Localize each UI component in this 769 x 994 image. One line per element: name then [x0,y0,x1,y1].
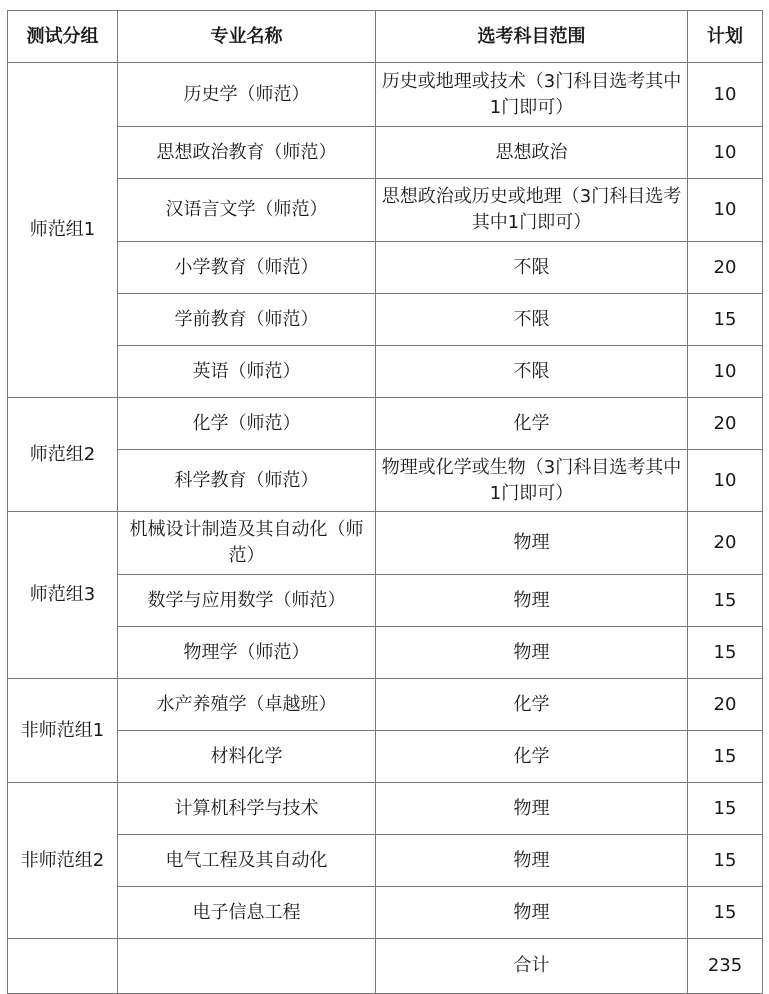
table-row [8,179,763,242]
plan-count: 15 [688,627,763,679]
table-row [8,512,763,575]
major-name: 物理学（师范） [118,627,376,679]
major-name: 历史学（师范） [118,63,376,127]
plan-count: 15 [688,835,763,887]
subject-range: 不限 [376,294,688,346]
plan-count: 10 [688,127,763,179]
enrollment-plan-table [7,10,763,994]
major-name: 计算机科学与技术 [118,783,376,835]
major-name: 化学（师范） [118,398,376,450]
total-empty-cell [118,939,376,994]
plan-count: 20 [688,398,763,450]
subject-range: 物理 [376,575,688,627]
group-name: 师范组3 [8,512,118,679]
header-row [8,11,763,63]
plan-count: 15 [688,731,763,783]
plan-count: 10 [688,63,763,127]
subject-range: 物理 [376,887,688,939]
table-row [8,835,763,887]
subject-range: 物理 [376,783,688,835]
group-name: 师范组2 [8,398,118,512]
subject-range: 历史或地理或技术（3门科目选考其中1门即可） [376,63,688,127]
plan-count: 10 [688,346,763,398]
table-row [8,294,763,346]
plan-count: 20 [688,242,763,294]
major-name: 学前教育（师范） [118,294,376,346]
header-subjects: 选考科目范围 [376,11,688,63]
major-name: 数学与应用数学（师范） [118,575,376,627]
plan-count: 10 [688,179,763,242]
group-name: 师范组1 [8,63,118,398]
plan-count: 10 [688,450,763,512]
subject-range: 不限 [376,346,688,398]
major-name: 思想政治教育（师范） [118,127,376,179]
group-name: 非师范组2 [8,783,118,939]
total-plan: 235 [688,939,763,994]
total-label: 合计 [376,939,688,994]
subject-range: 物理 [376,512,688,575]
subject-range: 思想政治 [376,127,688,179]
header-group: 测试分组 [8,11,118,63]
subject-range: 化学 [376,731,688,783]
subject-range: 化学 [376,398,688,450]
major-name: 水产养殖学（卓越班） [118,679,376,731]
plan-count: 15 [688,575,763,627]
header-plan: 计划 [688,11,763,63]
total-row [8,939,763,994]
table-row [8,242,763,294]
group-name: 非师范组1 [8,679,118,783]
major-name: 汉语言文学（师范） [118,179,376,242]
major-name: 机械设计制造及其自动化（师范） [118,512,376,575]
major-name: 电子信息工程 [118,887,376,939]
subject-range: 思想政治或历史或地理（3门科目选考其中1门即可） [376,179,688,242]
major-name: 材料化学 [118,731,376,783]
header-major: 专业名称 [118,11,376,63]
subject-range: 物理或化学或生物（3门科目选考其中1门即可） [376,450,688,512]
table-row [8,679,763,731]
plan-count: 20 [688,512,763,575]
subject-range: 物理 [376,835,688,887]
major-name: 英语（师范） [118,346,376,398]
table-row [8,63,763,127]
plan-count: 15 [688,887,763,939]
plan-count: 15 [688,294,763,346]
table-row [8,575,763,627]
subject-range: 不限 [376,242,688,294]
major-name: 科学教育（师范） [118,450,376,512]
major-name: 小学教育（师范） [118,242,376,294]
table-row [8,783,763,835]
plan-count: 20 [688,679,763,731]
table-row [8,887,763,939]
table-row [8,731,763,783]
table-row [8,627,763,679]
plan-count: 15 [688,783,763,835]
major-name: 电气工程及其自动化 [118,835,376,887]
total-empty-cell [8,939,118,994]
table-row [8,127,763,179]
subject-range: 物理 [376,627,688,679]
table-row [8,346,763,398]
table-row [8,450,763,512]
table-row [8,398,763,450]
subject-range: 化学 [376,679,688,731]
